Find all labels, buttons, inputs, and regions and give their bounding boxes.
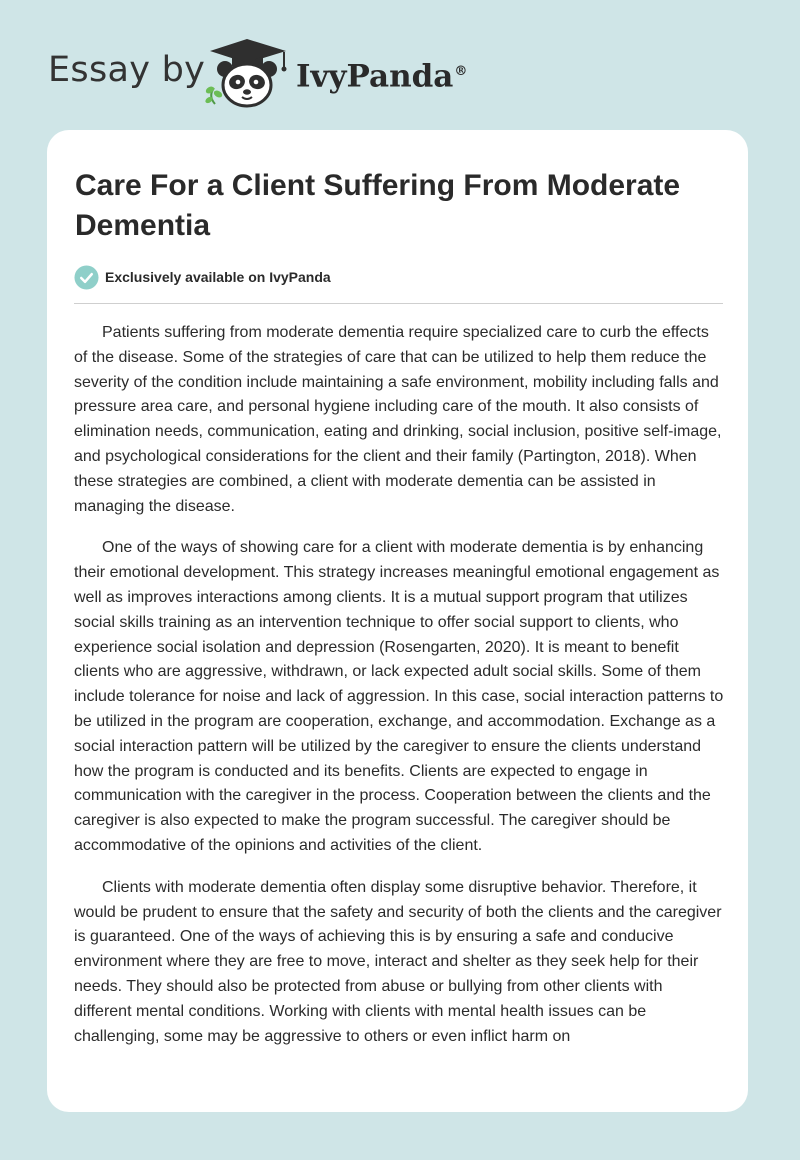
divider bbox=[74, 303, 723, 304]
essay-by-label: Essay by bbox=[48, 50, 206, 90]
essay-body bbox=[74, 321, 724, 1066]
check-circle-icon bbox=[74, 265, 99, 290]
trademark-symbol: ® bbox=[454, 64, 468, 79]
brand-name[interactable] bbox=[296, 52, 467, 96]
paragraph: One of the ways of showing care for a client with moderate dementia is by enhancing their emotional development. This strategy increases meaningful emotional engagement as well as improves interactions among clients. It is a mutual support program that utilizes social skills training as an intervention technique to offer social support to clients, who experience social isolation and depression (Rosengarten, 2020). It is meant to benefit clients who are aggressive, withdrawn, or lack expected adult social skills. Some of them include tolerance for noise and lack of aggression. In this case, social interaction patterns to be utilized in the program are cooperation, exchange, and accommodation. Exchange as a social interaction pattern will be utilized by the caregiver to ensure the clients understand how the program is conducted and its benefits. Clients are expected to engage in communication with the caregiver in the process. Cooperation between the clients and the caregiver is also expected to make the program successful. The caregiver should be accommodative of the opinions and activities of the client. bbox=[74, 539, 724, 854]
panda-graduate-icon[interactable] bbox=[202, 38, 292, 108]
exclusive-badge-label: Exclusively available on IvyPanda bbox=[105, 269, 331, 285]
page-title: Care For a Client Suffering From Moderate Dementia bbox=[75, 169, 681, 242]
paragraph: Clients with moderate dementia often display some disruptive behavior. Therefore, it would be prudent to ensure that the safety and security of both the clients and the caregiver is guaranteed. One of the ways of achieving this is by ensuring a safe and conducive environment where they are free to move, interact and shelter as they seek help for their needs. They should also be protected from abuse or bullying from other clients with different mental conditions. Working with clients with mental health issues can be challenging, some may be aggressive to others or even inflict harm on bbox=[74, 878, 722, 1045]
paragraph: Patients suffering from moderate dementia require specialized care to curb the effects of the disease. Some of the strategies of care that can be utilized to help them reduce the severity of the condition include maintaining a safe environment, mobility including falls and pressure area care, and personal hygiene including care of the mouth. It also consists of elimination needs, communication, eating and drinking, social inclusion, positive self-image, and psychological considerations for the client and their family (Partington, 2018). When these strategies are combined, a client with moderate dementia can be assisted in managing the disease. bbox=[74, 324, 722, 515]
brand-name-text: IvyPanda bbox=[296, 58, 454, 95]
exclusive-badge bbox=[74, 264, 331, 290]
essay-card bbox=[47, 130, 748, 1112]
site-header bbox=[0, 0, 800, 130]
